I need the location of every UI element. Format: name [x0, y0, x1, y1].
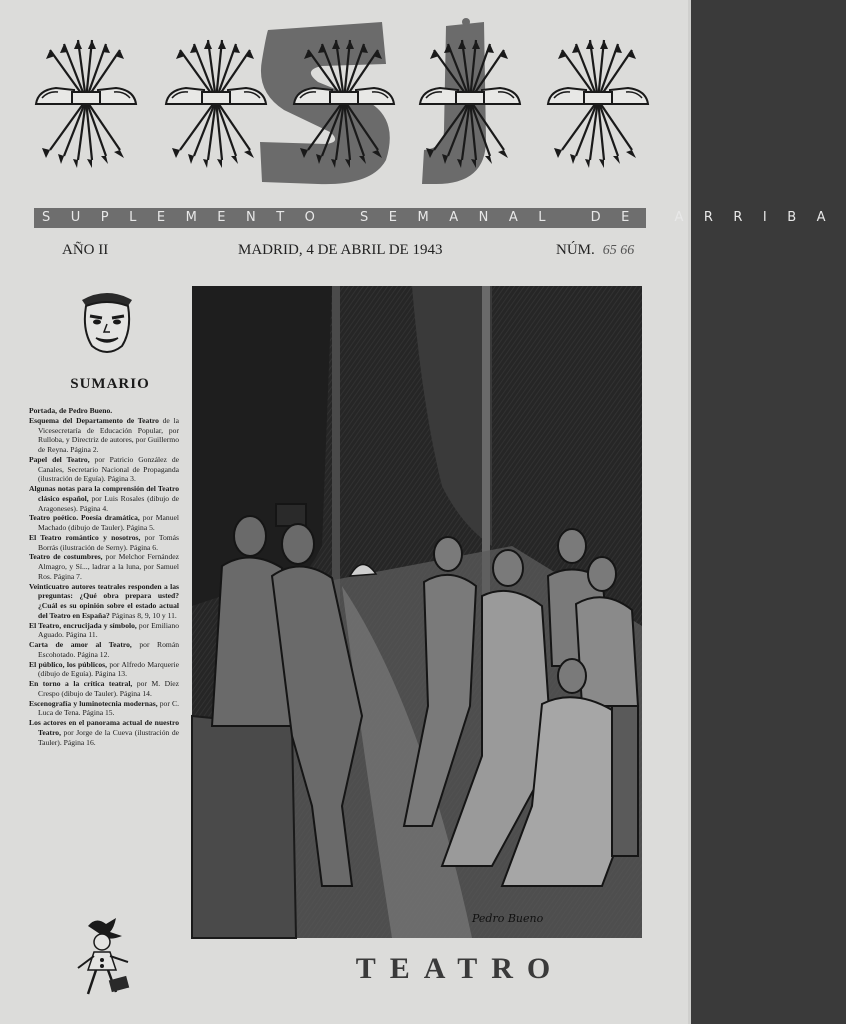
issue-number-handwritten: 65 66: [602, 243, 635, 258]
year-label: AÑO II: [62, 242, 109, 258]
list-item: En torno a la crítica teatral, por M. Díez Crespo (dibujo de Tauler). Página 14.: [29, 679, 179, 698]
sumario-heading: SUMARIO: [70, 376, 150, 392]
theatre-mask-icon: [76, 286, 138, 358]
issue-number-label: NÚM.: [556, 242, 595, 258]
list-item: Teatro de costumbres, por Melchor Fernández Almagro, y Sí..., ladrar a la luna, por Samuel Ros. Página 7.: [29, 552, 179, 581]
stage-scene-drawing: [192, 286, 642, 938]
list-item: Esquema del Departamento de Teatro de la Vicesecretaría de Educación Popular, por Rulloba, y Directriz de autores, por Guillermo de Reyna. Página 2.: [29, 415, 179, 454]
list-item: Escenografía y luminotecnia modernas, por C. Luca de Tena. Página 15.: [29, 698, 179, 718]
list-item: El Teatro romántico y nosotros, por Tomás Borrás (ilustración de Serny). Página 6.: [29, 532, 180, 552]
list-item: Veinticuatro autores teatrales responden a las preguntas: ¿Qué obra prepara usted? ¿Cuál es su opinión sobre el estado actual del Teatro en España? Páginas 8, 9, 10 y 11.: [29, 581, 179, 620]
sumario-list: [29, 406, 179, 747]
harlequin-jester-icon: [66, 914, 138, 998]
yoke-and-arrows-emblem-2: [166, 40, 266, 168]
list-item: Papel del Teatro, por Patricio González de Canales, Secretario Nacional de Propaganda (ilustración de Eguía). Página 3.: [29, 454, 179, 484]
list-item: Teatro poético. Poesía dramática, por Manuel Machado (dibujo de Tauler). Página 5.: [29, 513, 179, 532]
list-item: Carta de amor al Teatro, por Román Escohotado. Página 12.: [29, 640, 179, 659]
list-item: Algunas notas para la comprensión del Teatro clásico español, por Luis Rosales (dibujo de Aragoneses). Página 4.: [29, 484, 179, 513]
cover-illustration: [192, 286, 642, 938]
list-item: El público, los públicos, por Alfredo Marquerie (dibujo de Eguía). Página 13.: [29, 659, 179, 679]
yoke-and-arrows-emblem-5: [548, 40, 648, 168]
list-item: Portada, de Pedro Bueno.: [29, 406, 113, 415]
list-item: El Teatro, encrucijada y símbolo, por Emiliano Aguado. Página 11.: [29, 620, 179, 640]
place-date: MADRID, 4 DE ABRIL DE 1943: [238, 242, 443, 258]
masthead: [0, 0, 688, 200]
supplement-banner: SUPLEMENTO SEMANAL DE ARRIBA: [34, 208, 646, 228]
list-item: Los actores en el panorama actual de nuestro Teatro, por Jorge de la Cueva (ilustración de Tauler). Página 16.: [29, 718, 179, 747]
section-title: TEATRO: [355, 952, 565, 985]
artist-signature: Pedro Bueno: [472, 912, 544, 925]
issue-number: [556, 242, 634, 259]
yoke-and-arrows-emblem-1: [36, 40, 136, 168]
